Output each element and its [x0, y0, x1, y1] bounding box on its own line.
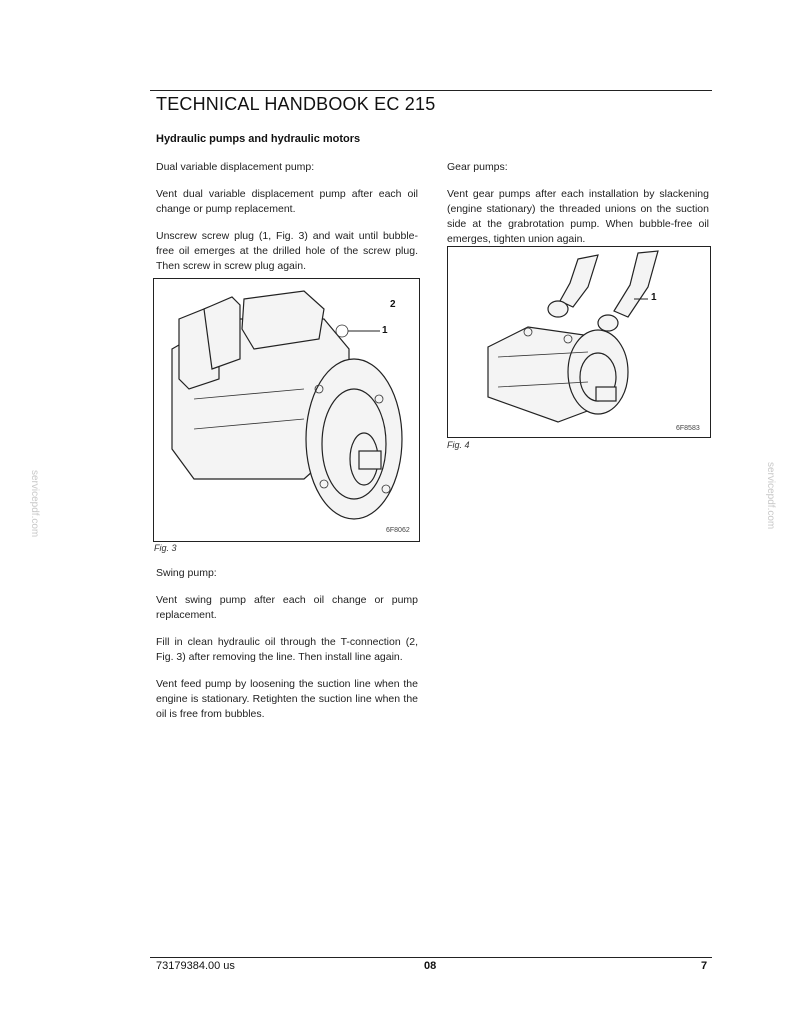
footer-doc-number: 73179384.00 us: [156, 960, 235, 972]
right-column: [447, 160, 709, 259]
callout-1: 1: [651, 292, 657, 303]
header-rule: [150, 90, 712, 91]
watermark-left: servicepdf.com: [29, 470, 40, 538]
figure-4-caption: Fig. 4: [447, 440, 470, 450]
left-column: [156, 160, 418, 286]
figure-code: 6F8583: [676, 425, 700, 432]
footer-page-number: 7: [701, 960, 708, 972]
paragraph-gear-pumps-heading: Gear pumps:: [447, 161, 508, 173]
paragraph-vent-dual-pump: Vent dual variable displacement pump after each oil change or pump replacement.: [156, 188, 418, 215]
figure-code: 6F8062: [386, 527, 410, 534]
watermark-right: servicepdf.com: [765, 462, 776, 530]
figure-3-caption: Fig. 3: [154, 543, 177, 553]
left-column-lower: [156, 566, 418, 734]
paragraph-unscrew-plug: Unscrew screw plug (1, Fig. 3) and wait until bubble-free oil emerges at the drilled hole of the screw plug. Then screw in screw plug again.: [156, 230, 418, 272]
figure-4-gear-pump: [447, 246, 711, 438]
footer-rule: [150, 957, 712, 958]
section-heading: Hydraulic pumps and hydraulic motors: [156, 133, 361, 145]
paragraph-vent-gear-pumps: Vent gear pumps after each installation by slackening (engine stationary) the threaded unions on the suction side at the grabrotation pump. When bubble-free oil emerges, tighten union again.: [447, 188, 709, 245]
figure-3-hydraulic-pump: [153, 278, 420, 542]
pump-illustration: [154, 279, 419, 541]
paragraph-vent-swing-pump: Vent swing pump after each oil change or pump replacement.: [156, 594, 418, 621]
paragraph-swing-pump-heading: Swing pump:: [156, 567, 217, 579]
gear-pump-illustration: [448, 247, 710, 437]
paragraph-fill-oil: Fill in clean hydraulic oil through the T-connection (2, Fig. 3) after removing the line. Then install line again.: [156, 636, 418, 663]
paragraph-dual-pump-heading: Dual variable displacement pump:: [156, 161, 315, 173]
callout-2: 2: [390, 299, 396, 310]
page-title: TECHNICAL HANDBOOK EC 215: [156, 94, 436, 114]
footer-section: 08: [424, 960, 437, 972]
callout-1: 1: [382, 325, 388, 336]
paragraph-vent-feed-pump: Vent feed pump by loosening the suction line when the engine is stationary. Retighten the suction line when the oil is free from bubbles.: [156, 678, 418, 720]
